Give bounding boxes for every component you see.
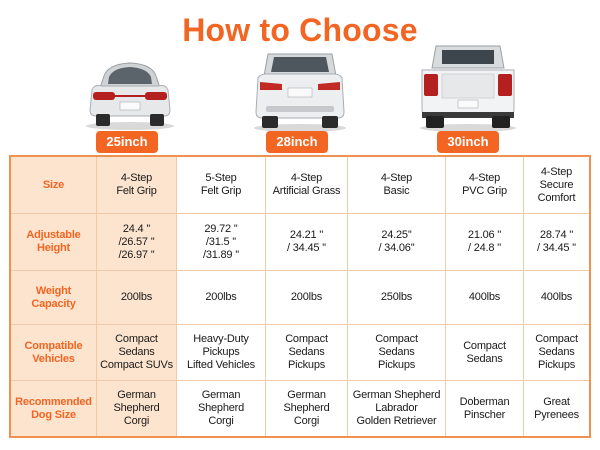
table-row-height [11,214,589,271]
size-badge-30inch: 30inch [437,131,499,153]
table-cell: Compact Sedans Pickups [348,325,446,381]
table-cell: 250lbs [348,271,446,325]
table-cell: 24.21 '' / 34.45 '' [266,214,348,271]
table-cell: 4-Step Artificial Grass [266,157,348,214]
table-cell: 4-Step Secure Comfort [524,157,589,214]
table-cell: Compact Sedans Compact SUVs [97,325,177,381]
comparison-table [9,155,591,438]
table-cell: 28.74 '' / 34.45 '' [524,214,589,271]
row-header-vehicles: Compatible Vehicles [11,325,97,381]
table-cell: German Shepherd Corgi [266,381,348,436]
size-badge-28inch: 28inch [266,131,328,153]
table-cell: 400lbs [524,271,589,325]
table-cell: German Shepherd Corgi [177,381,266,436]
table-cell: Compact Sedans Pickups [266,325,348,381]
table-row-vehicles [11,325,589,381]
table-cell: 200lbs [97,271,177,325]
table-row-size [11,157,589,214]
row-header-height: Adjustable Height [11,214,97,271]
table-cell: 5-Step Felt Grip [177,157,266,214]
table-row-dog-size [11,381,589,436]
table-cell: 4-Step Felt Grip [97,157,177,214]
size-badge-25inch: 25inch [96,131,158,153]
table-cell: Great Pyrenees [534,395,579,421]
table-cell: 200lbs [177,271,266,325]
pickup-truck-image [418,40,518,132]
table-cell: 24.25'' / 34.06'' [348,214,446,271]
row-header-dog-size: Recommended Dog Size [11,381,97,436]
table-cell: Doberman Pinscher [446,381,524,436]
suv-image [252,46,348,132]
table-cell: German Shepherd Labrador Golden Retriever [348,381,446,436]
row-header-capacity: Weight Capacity [11,271,97,325]
table-row-capacity [11,271,589,325]
table-cell: 200lbs [266,271,348,325]
table-cell: Compact Sedans [446,325,524,381]
page-title: How to Choose [182,12,418,48]
sedan-image [84,58,176,130]
table-cell: 4-Step Basic [348,157,446,214]
table-cell: Compact Sedans Pickups [524,325,589,381]
row-header-size: Size [11,157,97,214]
table-cell: 4-Step PVC Grip [446,157,524,214]
table-cell: 29.72 '' /31.5 '' /31.89 '' [177,214,266,271]
table-cell: Heavy-Duty Pickups Lifted Vehicles [177,325,266,381]
table-cell: 21.06 '' / 24.8 '' [446,214,524,271]
table-cell: 24.4 '' /26.57 '' /26.97 '' [97,214,177,271]
table-cell: 400lbs [446,271,524,325]
table-cell: German Shepherd Corgi [97,381,177,436]
